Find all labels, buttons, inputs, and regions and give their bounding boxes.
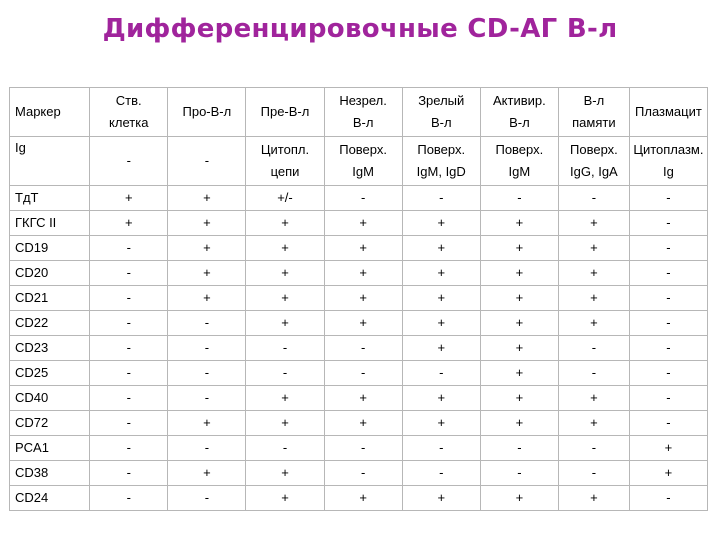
table-cell: - [168, 436, 246, 461]
cell-text: памяти [572, 115, 616, 130]
table-cell [324, 137, 402, 186]
table-cell: + [90, 211, 168, 236]
table-cell: - [168, 486, 246, 511]
table-cell: + [246, 411, 324, 436]
table-cell: - [324, 361, 402, 386]
page-title: Дифференцировочные CD-АГ В-л [102, 14, 618, 44]
table-cell: + [324, 286, 402, 311]
table-cell: + [246, 261, 324, 286]
table-row [10, 211, 708, 236]
cell-text: Ig [15, 140, 26, 155]
cell-text: Поверх. [339, 142, 387, 157]
column-header [90, 88, 168, 137]
table-row [10, 336, 708, 361]
table-cell: - [90, 311, 168, 336]
table-cell: - [558, 436, 629, 461]
table-cell: - [629, 211, 707, 236]
cell-text: В-л [430, 115, 452, 130]
table-cell: - [629, 411, 707, 436]
table-cell: + [480, 261, 558, 286]
table-row [10, 361, 708, 386]
table-cell: + [402, 211, 480, 236]
table-cell: + [558, 411, 629, 436]
row-label: CD38 [10, 461, 90, 486]
table-cell: - [324, 461, 402, 486]
table-cell: + [558, 211, 629, 236]
table-row [10, 486, 708, 511]
cell-text: Ств. [115, 93, 142, 108]
table-cell: + [558, 236, 629, 261]
cell-text: IgM, IgD [416, 164, 466, 179]
table-cell: - [402, 186, 480, 211]
row-label [10, 137, 90, 186]
table-cell: - [90, 261, 168, 286]
table-cell: + [402, 336, 480, 361]
table-cell: - [480, 436, 558, 461]
table-cell: - [90, 286, 168, 311]
table-cell: - [246, 436, 324, 461]
table-cell: + [246, 311, 324, 336]
cell-text: Поверх. [495, 142, 544, 157]
table-cell: - [558, 336, 629, 361]
row-label: CD22 [10, 311, 90, 336]
column-header [480, 88, 558, 137]
table-cell: - [90, 386, 168, 411]
table-cell: + [558, 386, 629, 411]
table-cell: + [480, 386, 558, 411]
table-cell: + [629, 436, 707, 461]
cell-text: Зрелый [418, 93, 465, 108]
table-cell: + [558, 486, 629, 511]
table-cell: + [558, 261, 629, 286]
table-cell: - [402, 361, 480, 386]
table-cell: - [629, 361, 707, 386]
table-cell: - [168, 386, 246, 411]
cell-text: цепи [270, 164, 300, 179]
table-cell [168, 137, 246, 186]
table-cell [480, 137, 558, 186]
column-header [629, 88, 707, 137]
table-cell: - [168, 311, 246, 336]
row-label: CD40 [10, 386, 90, 411]
table-cell: + [168, 286, 246, 311]
table-cell [246, 137, 324, 186]
table-cell: + [168, 411, 246, 436]
cell-text: В-л [583, 93, 605, 108]
table-cell: + [558, 286, 629, 311]
table-cell: + [324, 411, 402, 436]
table-row [10, 386, 708, 411]
table-cell: + [324, 486, 402, 511]
table-row [10, 461, 708, 486]
row-label: PCA1 [10, 436, 90, 461]
table-row [10, 436, 708, 461]
column-header [402, 88, 480, 137]
table-cell: + [402, 261, 480, 286]
cell-text: Активир. [492, 93, 546, 108]
table-cell: - [90, 361, 168, 386]
table-cell: - [558, 186, 629, 211]
cell-text: Цитоплазм. [633, 142, 704, 157]
table-cell: +/- [246, 186, 324, 211]
cell-text: Поверх. [417, 142, 466, 157]
table-row [10, 311, 708, 336]
table-cell: - [629, 236, 707, 261]
table-cell: - [90, 436, 168, 461]
table-cell: + [402, 386, 480, 411]
table-cell: + [480, 311, 558, 336]
table-cell: - [629, 336, 707, 361]
table-cell: + [324, 211, 402, 236]
table-cell: + [480, 286, 558, 311]
column-header [558, 88, 629, 137]
table-cell: + [168, 186, 246, 211]
table-cell: + [480, 361, 558, 386]
cell-text: Про-В-л [182, 104, 232, 119]
table-cell: + [246, 386, 324, 411]
cell-text: В-л [509, 115, 530, 130]
column-header [10, 88, 90, 137]
cell-text: Незрел. [339, 93, 387, 108]
row-label: CD23 [10, 336, 90, 361]
table-cell: + [402, 286, 480, 311]
table-cell: - [324, 336, 402, 361]
table-cell: - [629, 261, 707, 286]
table-cell: + [168, 211, 246, 236]
cell-text: В-л [352, 115, 374, 130]
cell-text: Маркер [15, 104, 61, 119]
table-cell: - [90, 236, 168, 261]
table-cell [558, 137, 629, 186]
table-cell: - [629, 286, 707, 311]
table-row [10, 236, 708, 261]
table-cell: - [324, 186, 402, 211]
table-row-ig [10, 137, 708, 186]
table-cell: + [402, 236, 480, 261]
column-header [324, 88, 402, 137]
table-cell: - [90, 411, 168, 436]
table-cell: + [168, 261, 246, 286]
table-cell: + [324, 236, 402, 261]
cell-text: Пре-В-л [260, 104, 310, 119]
table-cell: - [558, 461, 629, 486]
row-label: CD21 [10, 286, 90, 311]
table-cell: - [480, 186, 558, 211]
table-cell: + [402, 411, 480, 436]
table-cell: - [629, 311, 707, 336]
row-label: ГКГС II [10, 211, 90, 236]
cell-text: Плазмацит [635, 104, 702, 119]
table-body [10, 137, 708, 511]
table-cell: + [480, 411, 558, 436]
table-cell: - [402, 436, 480, 461]
table-cell [629, 137, 707, 186]
table-cell: + [558, 311, 629, 336]
table-cell: + [168, 236, 246, 261]
table-cell: + [90, 186, 168, 211]
table-cell: - [168, 361, 246, 386]
table-cell: + [480, 211, 558, 236]
row-label: CD19 [10, 236, 90, 261]
table-row [10, 411, 708, 436]
column-header [168, 88, 246, 137]
table-cell: + [480, 236, 558, 261]
header-row [10, 88, 708, 137]
table-cell: + [246, 486, 324, 511]
table-cell: - [629, 386, 707, 411]
table-cell: + [324, 311, 402, 336]
table-cell: - [90, 336, 168, 361]
table-cell: - [480, 461, 558, 486]
table-cell: + [168, 461, 246, 486]
cell-text: IgG, IgA [570, 164, 618, 179]
row-label: CD24 [10, 486, 90, 511]
table-cell: + [246, 286, 324, 311]
table-cell: - [629, 486, 707, 511]
cell-text: Цитопл. [260, 142, 310, 157]
cell-text: Поверх. [570, 142, 618, 157]
table-cell: - [402, 461, 480, 486]
table-cell: + [480, 486, 558, 511]
column-header [246, 88, 324, 137]
row-label: CD25 [10, 361, 90, 386]
table-cell [90, 137, 168, 186]
table-row [10, 186, 708, 211]
row-label: ТдТ [10, 186, 90, 211]
marker-table [9, 87, 708, 511]
table-row [10, 261, 708, 286]
table-cell: + [402, 311, 480, 336]
table-cell: - [324, 436, 402, 461]
table-cell: - [168, 336, 246, 361]
table-cell: + [246, 236, 324, 261]
table-cell: + [402, 486, 480, 511]
table-cell: - [90, 486, 168, 511]
row-label: CD20 [10, 261, 90, 286]
table-cell: - [246, 336, 324, 361]
table-cell: - [90, 461, 168, 486]
table-cell: + [246, 211, 324, 236]
table-cell: - [629, 186, 707, 211]
cell-text: IgM [352, 164, 374, 179]
cell-text: - [204, 153, 210, 168]
table-cell: + [324, 261, 402, 286]
cell-text: IgM [508, 164, 531, 179]
cell-text: - [126, 153, 131, 168]
table-cell: + [324, 386, 402, 411]
row-label: CD72 [10, 411, 90, 436]
table-cell: + [629, 461, 707, 486]
table-cell: - [558, 361, 629, 386]
cell-text: Ig [663, 164, 674, 179]
table-cell: - [246, 361, 324, 386]
cell-text: клетка [109, 115, 149, 130]
table-cell [402, 137, 480, 186]
table-cell: + [246, 461, 324, 486]
table-cell: + [480, 336, 558, 361]
table-row [10, 286, 708, 311]
